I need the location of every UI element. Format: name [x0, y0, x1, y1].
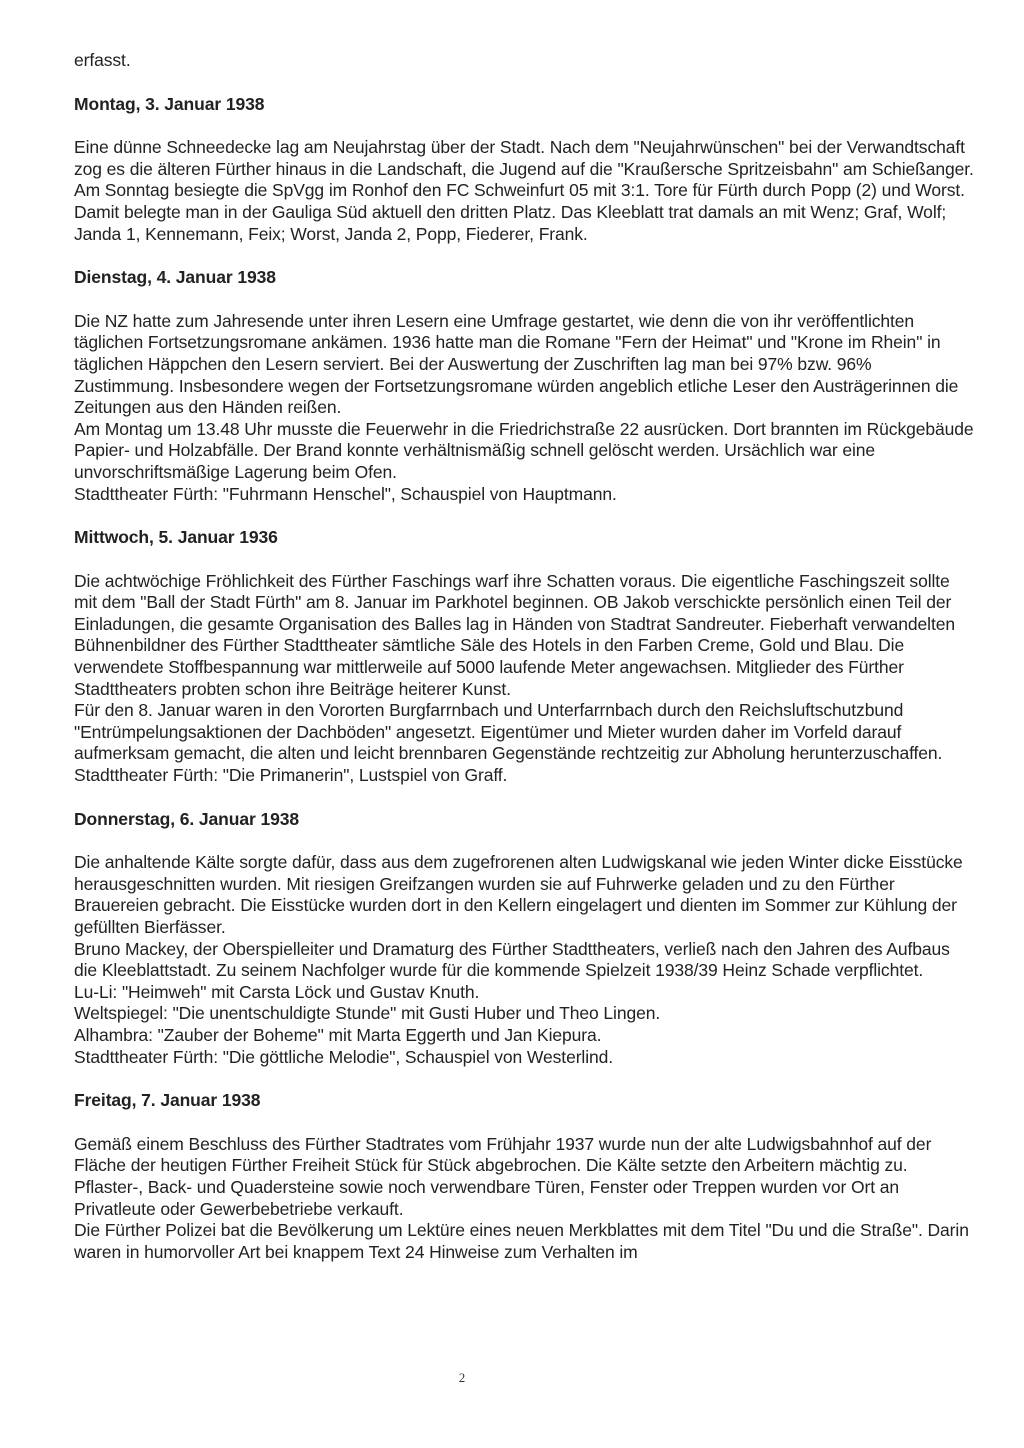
- entry-paragraph: Lu-Li: "Heimweh" mit Carsta Löck und Gustav Knuth.: [74, 981, 480, 1002]
- entry-freitag: [74, 1090, 974, 1263]
- entry-heading: Mittwoch, 5. Januar 1936: [74, 527, 278, 548]
- entry-paragraph: Alhambra: "Zauber der Boheme" mit Marta Eggerth und Jan Kiepura.: [74, 1024, 602, 1045]
- entry-paragraph: Die achtwöchige Fröhlichkeit des Fürther Faschings warf ihre Schatten voraus. Die eigentliche Faschingszeit sollte mit dem "Ball der Stadt Fürth" am 8. Januar im Parkhotel beginnen. OB Jakob verschickte persönlich einen Teil der Einladungen, die gesamte Organisation des Balles lag in Händen von Stadtrat Sandreuter. Fieberhaft verwandelten Bühnenbildner des Fürther Stadttheater sämtliche Säle des Hotels in den Farben Creme, Gold und Blau. Die verwendete Stoffbespannung war mittlerweile auf 5000 laufende Meter angewachsen. Mitglieder des Fürther Stadttheaters probten schon ihre Beiträge heiterer Kunst.: [74, 570, 955, 699]
- entry-dienstag: [74, 267, 974, 505]
- entry-heading: Donnerstag, 6. Januar 1938: [74, 808, 299, 829]
- entry-heading: Montag, 3. Januar 1938: [74, 93, 265, 114]
- entry-heading: Dienstag, 4. Januar 1938: [74, 267, 276, 288]
- entry-paragraph: Stadttheater Fürth: "Die göttliche Melodie", Schauspiel von Westerlind.: [74, 1046, 614, 1067]
- entry-paragraph: Die anhaltende Kälte sorgte dafür, dass aus dem zugefrorenen alten Ludwigskanal wie jeden Winter dicke Eisstücke herausgeschnitten wurden. Mit riesigen Greifzangen wurden sie auf Fuhrwerke geladen und zu den Fürther Brauereien gebracht. Die Eisstücke wurden dort in den Kellern eingelagert und dienten im Sommer zur Kühlung der gefüllten Bierfässer.: [74, 852, 963, 937]
- entry-paragraph: Eine dünne Schneedecke lag am Neujahrstag über der Stadt. Nach dem "Neujahrwünschen" bei der Verwandtschaft zog es die älteren Fürther hinaus in die Landschaft, die Jugend auf die "Kraußersche Spritzeisbahn" am Schießanger.: [74, 137, 974, 179]
- document-page: [74, 50, 974, 1285]
- entry-paragraph: Weltspiegel: "Die unentschuldigte Stunde" mit Gusti Huber und Theo Lingen.: [74, 1003, 661, 1024]
- entry-paragraph: Am Sonntag besiegte die SpVgg im Ronhof den FC Schweinfurt 05 mit 3:1. Tore für Fürth durch Popp (2) und Worst. Damit belegte man in der Gauliga Süd aktuell den dritten Platz. Das Kleeblatt trat damals an mit Wenz; Graf, Wolf; Janda 1, Kennemann, Feix; Worst, Janda 2, Popp, Fiederer, Frank.: [74, 180, 965, 244]
- entry-paragraph: Am Montag um 13.48 Uhr musste die Feuerwehr in die Friedrichstraße 22 ausrücken. Dort brannten im Rückgebäude Papier- und Holzabfälle. Der Brand konnte verhältnismäßig schnell gelöscht werden. Ursächlich war eine unvorschriftsmäßige Lagerung beim Ofen.: [74, 418, 974, 482]
- entry-mittwoch: [74, 527, 974, 787]
- entry-paragraph: Bruno Mackey, der Oberspielleiter und Dramaturg des Fürther Stadttheaters, verließ nach den Jahren des Aufbaus die Kleeblattstadt. Zu seinem Nachfolger wurde für die kommende Spielzeit 1938/39 Heinz Schade verpflichtet.: [74, 938, 950, 981]
- entry-paragraph: Gemäß einem Beschluss des Fürther Stadtrates vom Frühjahr 1937 wurde nun der alte Ludwigsbahnhof auf der Fläche der heutigen Fürther Freiheit Stück für Stück abgebrochen. Die Kälte setzte den Arbeitern mächtig zu. Pflaster-, Back- und Quadersteine sowie noch verwendbare Türen, Fenster oder Treppen wurden vor Ort an Privatleute oder Gewerbebetriebe verkauft.: [74, 1133, 932, 1219]
- entry-paragraph: Stadttheater Fürth: "Fuhrmann Henschel", Schauspiel von Hauptmann.: [74, 483, 617, 504]
- entry-montag: [74, 94, 974, 246]
- page-number: 2: [458, 1370, 466, 1385]
- entry-paragraph: Die NZ hatte zum Jahresende unter ihren Lesern eine Umfrage gestartet, wie denn die von ihr veröffentlichten täglichen Fortsetzungsromane ankämen. 1936 hatte man die Romane "Fern der Heimat" und "Krone im Rhein" in täglichen Häppchen den Lesern serviert. Bei der Auswertung der Zuschriften lag man bei 97% bzw. 96% Zustimmung. Insbesondere wegen der Fortsetzungsromane würden angeblich etliche Leser den Austrägerinnen die Zeitungen aus den Händen reißen.: [74, 310, 959, 418]
- lead-text: erfasst.: [74, 50, 131, 70]
- entry-heading: Freitag, 7. Januar 1938: [74, 1090, 261, 1111]
- entry-donnerstag: [74, 809, 974, 1069]
- entry-paragraph: Stadttheater Fürth: "Die Primanerin", Lustspiel von Graff.: [74, 765, 508, 786]
- entry-paragraph: Für den 8. Januar waren in den Vororten Burgfarrnbach und Unterfarrnbach durch den Reichsluftschutzbund "Entrümpelungsaktionen der Dachböden" angesetzt. Eigentümer und Mieter wurden daher im Vorfeld darauf aufmerksam gemacht, die alten und leicht brennbaren Gegenstände rechtzeitig zur Abholung herunterzuschaffen.: [74, 700, 943, 764]
- entry-paragraph: Die Fürther Polizei bat die Bevölkerung um Lektüre eines neuen Merkblattes mit dem Titel "Du und die Straße". Darin waren in humorvoller Art bei knappem Text 24 Hinweise zum Verhalten im: [74, 1220, 969, 1262]
